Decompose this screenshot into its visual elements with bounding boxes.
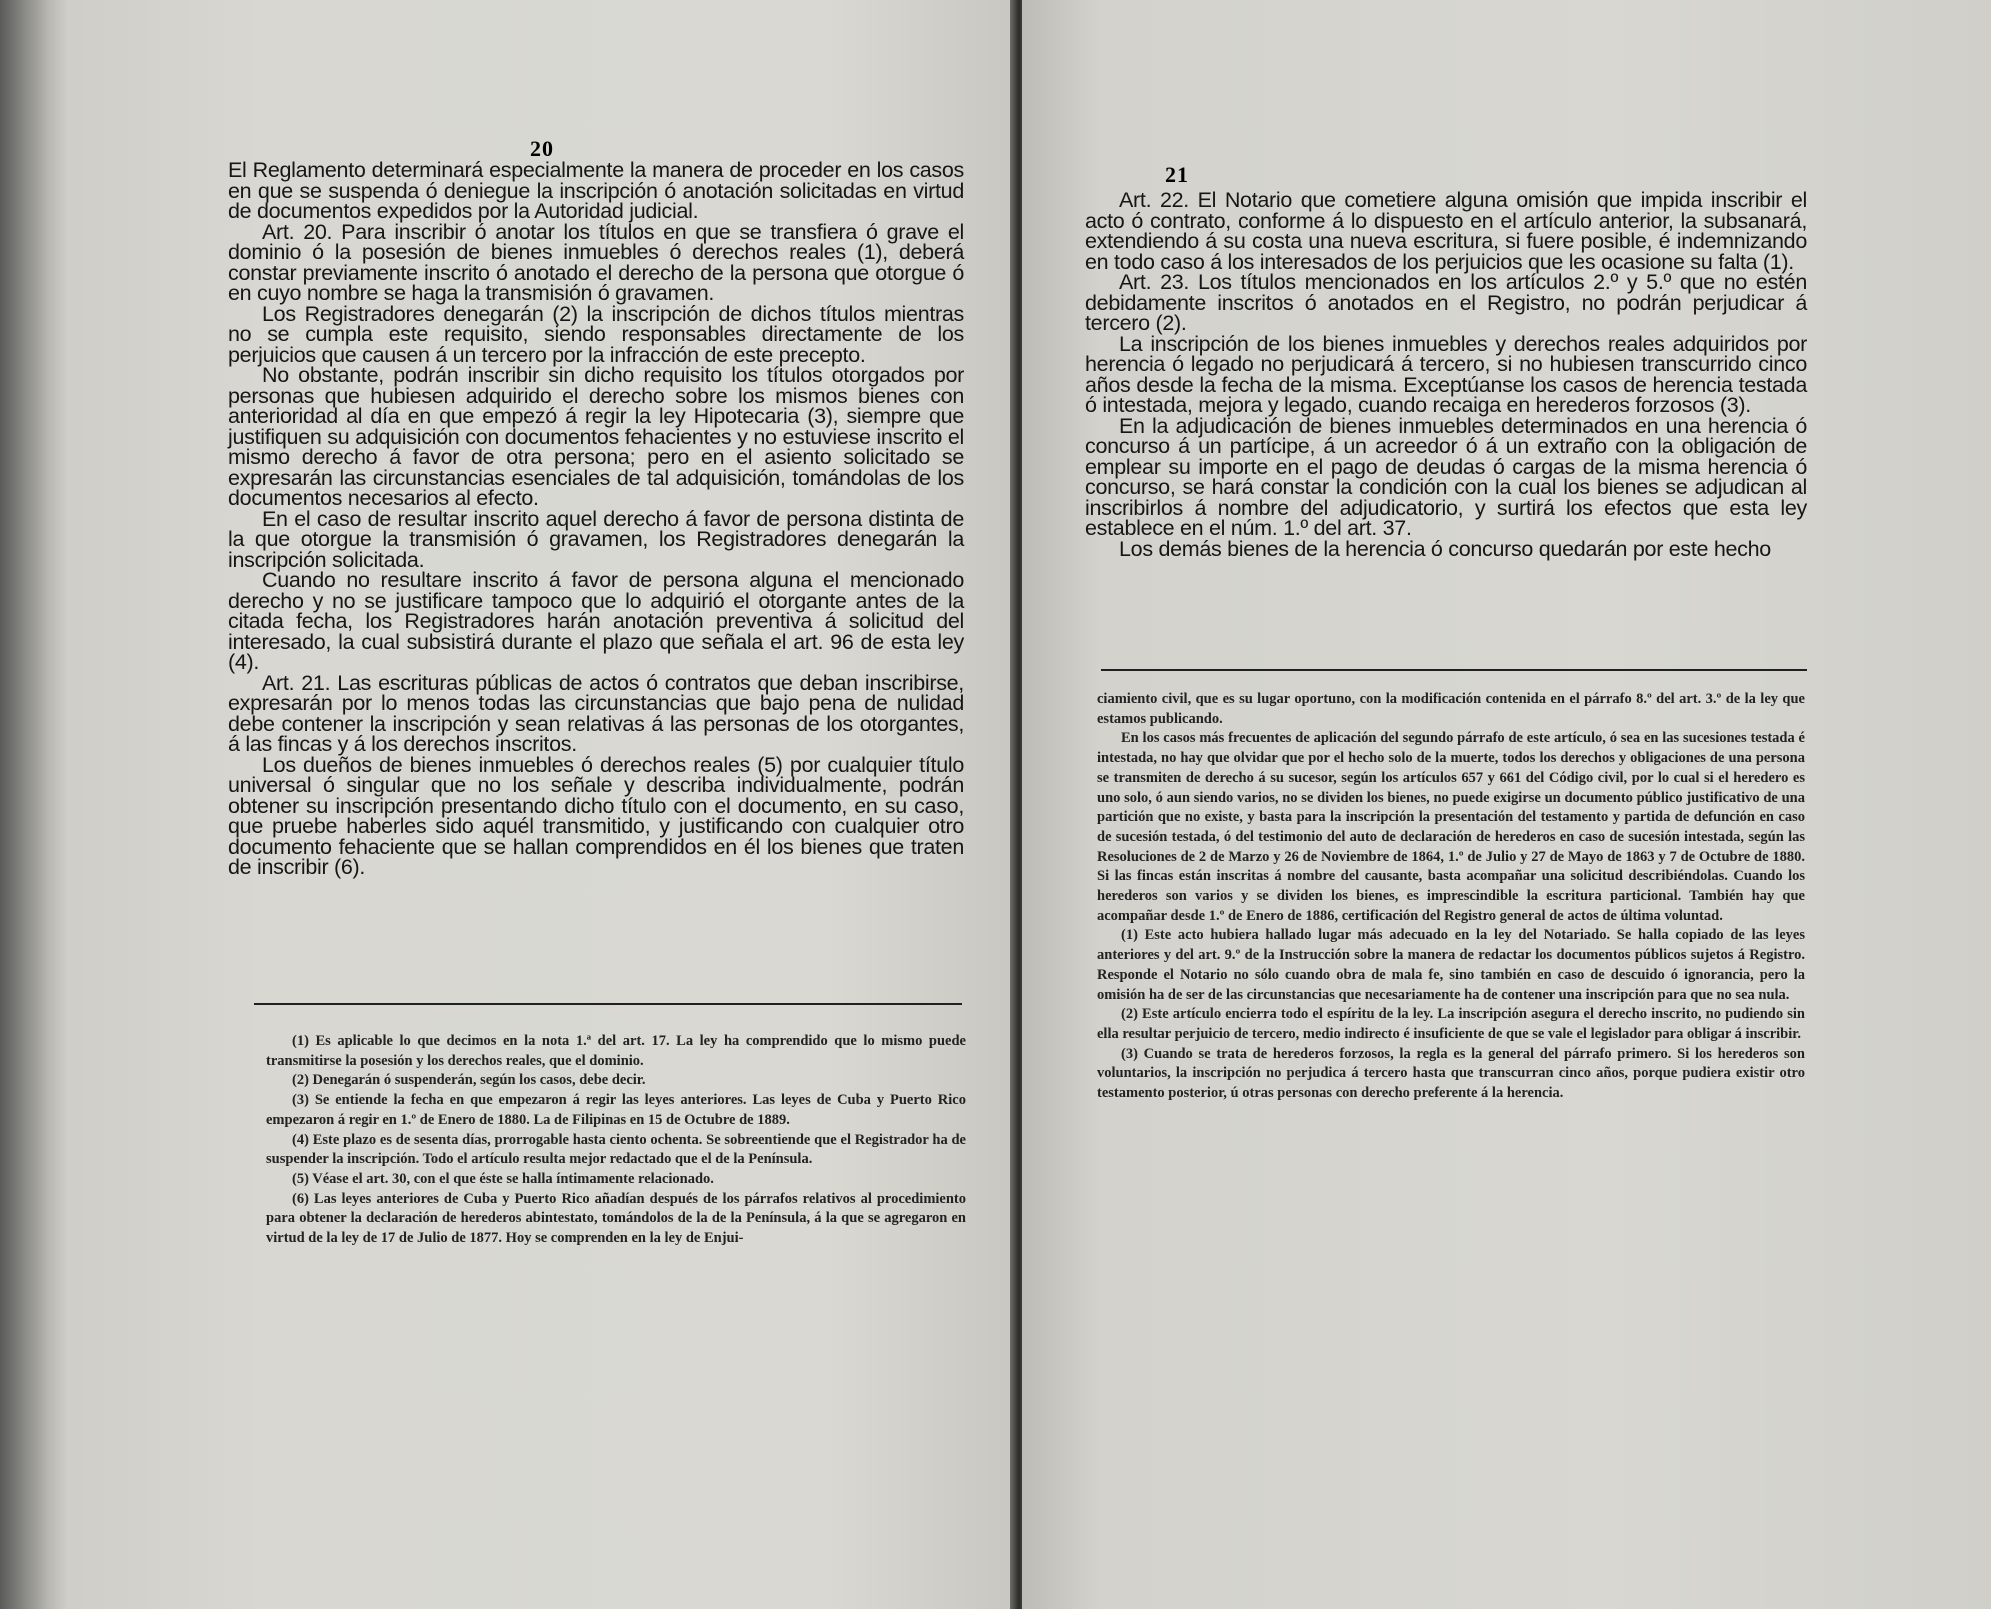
paragraph: Los demás bienes de la herencia ó concurso quedarán por este hecho [1119, 536, 1771, 561]
paragraph: Los dueños de bienes inmuebles ó derechos reales (5) por cualquier título universal ó singular que no los señale y describa individualmente, podrán obtener su inscripción presentando dicho título con el documento, en su caso, que pruebe haberles sido aquél transmitido, y justificando con cualquier otro documento fehaciente que se hallan comprendidos en él los bienes que traten de inscribir (6). [228, 752, 964, 879]
paragraph: Art. 23. Los títulos mencionados en los artículos 2.º y 5.º que no estén debidamente inscritos ó anotados en el Registro, no podrán perjudicar á tercero (2). [1085, 270, 1807, 335]
footnote: (6) Las leyes anteriores de Cuba y Puerto Rico añadían después de los párrafos relativos al procedimiento para obtener la declaración de herederos abintestato, tomándolos de la de la Península, á la que se agregaron en virtud de la ley de 17 de Julio de 1877. Hoy se comprenden en la ley de Enjui- [266, 1190, 966, 1247]
footnotes [1097, 690, 1805, 1104]
paragraph: El Reglamento determinará especialmente la manera de proceder en los casos en que se suspenda ó deniegue la inscripción ó anotación solicitadas en virtud de documentos expedidos por la Autoridad judicial. [228, 158, 964, 223]
paragraph: La inscripción de los bienes inmuebles y derechos reales adquiridos por herencia ó legado no perjudicará á tercero, si no hubiesen transcurrido cinco años desde la fecha de la misma. Exceptúanse los casos de herencia testada ó intestada, mejora y legado, cuando recaiga en herederos forzosos (3). [1085, 331, 1807, 417]
body-text [1085, 190, 1807, 559]
paragraph: Art. 21. Las escrituras públicas de actos ó contratos que deban inscribirse, expresarán por lo menos todas las circunstancias que bajo pena de nulidad debe contener la inscripción y sean relativas á las personas de los otorgantes, á las fincas y á los derechos inscritos. [228, 670, 964, 756]
footnote: (1) Este acto hubiera hallado lugar más adecuado en la ley del Notariado. Se halla copiado de las leyes anteriores y del art. 9.º de la Instrucción sobre la manera de redactar los documentos públicos sujetos á Registro. Responde el Notario no sólo cuando obra de mala fe, sino también en caso de descuido ó ignorancia, pero la omisión ha de ser de las circunstancias que necesariamente ha de contener una inscripción para que no sea nula. [1097, 927, 1805, 1003]
page-number: 20 [530, 136, 554, 161]
body-text [228, 160, 964, 878]
footnote: (3) Se entiende la fecha en que empezaron á regir las leyes anteriores. Las leyes de Cuba y Puerto Rico empezaron á regir en 1.º de Enero de 1880. La de Filipinas en 15 de Octubre de 1889. [266, 1092, 966, 1128]
footnote: En los casos más frecuentes de aplicación del segundo párrafo de este artículo, ó sea en las sucesiones testada é intestada, no hay que olvidar que por el hecho solo de la muerte, todos los derechos y obligaciones de una persona se transmiten de derecho á su sucesor, según los artículos 657 y 661 del Código civil, por lo cual si el heredero es uno solo, ó aun siendo varios, no se dividen los bienes, no puede exigirse un documento público justificativo de una partición que no existe, y basta para la inscripción la presentación del testamento y partida de defunción en caso de sucesión testada, ó del testimonio del auto de declaración de herederos en caso de sucesión intestada, según las Resoluciones de 2 de Marzo y 26 de Noviembre de 1864, 1.º de Julio y 27 de Mayo de 1863 y 7 de Octubre de 1880. Si las fincas están inscritas á nombre del causante, basta acompañar una solicitud describiéndolas. Cuando los herederos son varios y se dividen los bienes, es imprescindible la escritura particional. También hay que acompañar desde 1.º de Enero de 1886, certificación del Registro general de actos de última voluntad. [1097, 730, 1805, 924]
paragraph: Art. 22. El Notario que cometiere alguna omisión que impida inscribir el acto ó contrato, conforme á lo dispuesto en el artículo anterior, la subsanará, extendiendo á su costa una nueva escritura, si fuere posible, é indemnizando en todo caso á los interesados de los perjuicios que les ocasione su falta (1). [1085, 188, 1807, 274]
footnote: (3) Cuando se trata de herederos forzosos, la regla es la general del párrafo primero. Si los herederos son voluntarios, la inscripción no perjudica á tercero hasta que transcurran cinco años, porque pudiera existir otro testamento posterior, ú otras personas con derecho preferente á la herencia. [1097, 1045, 1805, 1102]
footnote: (4) Este plazo es de sesenta días, prorrogable hasta ciento ochenta. Se sobreentiende que el Registrador ha de suspender la inscripción. Todo el artículo resulta mejor redactado que el de la Península. [266, 1131, 966, 1168]
paragraph: Cuando no resultare inscrito á favor de persona alguna el mencionado derecho y no se justificare tampoco que lo adquirió el otorgante antes de la citada fecha, los Registradores harán anotación preventiva á solicitud del interesado, la cual subsistirá durante el plazo que señala el art. 96 de esta ley (4). [228, 568, 964, 674]
footnote-rule [254, 1003, 962, 1005]
book-edge [0, 0, 70, 1609]
paragraph: En la adjudicación de bienes inmuebles determinados en una herencia ó concurso á un partícipe, á un acreedor ó á un extraño con la obligación de emplear su importe en el pago de deudas ó cargas de la misma herencia ó concurso, se hará constar la condición con la cual los bienes se adjudican al inscribirlos á nombre del adjudicatorio, y surtirá los efectos que esta ley establece en el núm. 1.º del art. 37. [1085, 413, 1807, 540]
paragraph: Art. 20. Para inscribir ó anotar los títulos en que se transfiera ó grave el dominio ó la posesión de bienes inmuebles ó derechos reales (1), deberá constar previamente inscrito ó anotado el derecho de la persona que otorgue ó en cuyo nombre se haga la transmisión ó gravamen. [228, 219, 964, 305]
paragraph: En el caso de resultar inscrito aquel derecho á favor de persona distinta de la que otorgue la transmisión ó gravamen, los Registradores denegarán la inscripción solicitada. [228, 506, 964, 572]
paragraph: Los Registradores denegarán (2) la inscripción de dichos títulos mientras no se cumpla este requisito, siendo responsables directamente de los perjuicios que causen á un tercero por la infracción de este precepto. [228, 301, 964, 367]
footnote: ciamiento civil, que es su lugar oportuno, con la modificación contenida en el párrafo 8.º del art. 3.º de la ley que estamos publicando. [1097, 691, 1805, 727]
footnotes [266, 1032, 966, 1249]
footnote: (1) Es aplicable lo que decimos en la nota 1.ª del art. 17. La ley ha comprendido que lo mismo puede transmitirse la posesión y los derechos reales, que el dominio. [266, 1033, 966, 1069]
page-number: 21 [1165, 162, 1189, 187]
footnote: (2) Denegarán ó suspenderán, según los casos, debe decir. [292, 1072, 646, 1089]
footnote: (2) Este artículo encierra todo el espíritu de la ley. La inscripción asegura el derecho inscrito, no pudiendo sin ella resultar perjuicio de tercero, medio indirecto é insuficiente de que se vale el legislador para obligar á inscribir. [1097, 1006, 1805, 1042]
footnote: (5) Véase el art. 30, con el que éste se halla íntimamente relacionado. [292, 1170, 714, 1187]
footnote-rule [1101, 669, 1807, 671]
paragraph: No obstante, podrán inscribir sin dicho requisito los títulos otorgados por personas que hubiesen adquirido el derecho sobre los mismos bienes con anterioridad al día en que empezó á regir la ley Hipotecaria (3), siempre que justifiquen su adquisición con documentos fehacientes y no estuviese inscrito el mismo derecho á favor de otra persona; pero en el asiento solicitado se expresarán las circunstancias esenciales de tal adquisición, tomándolas de los documentos necesarios al efecto. [228, 363, 964, 510]
